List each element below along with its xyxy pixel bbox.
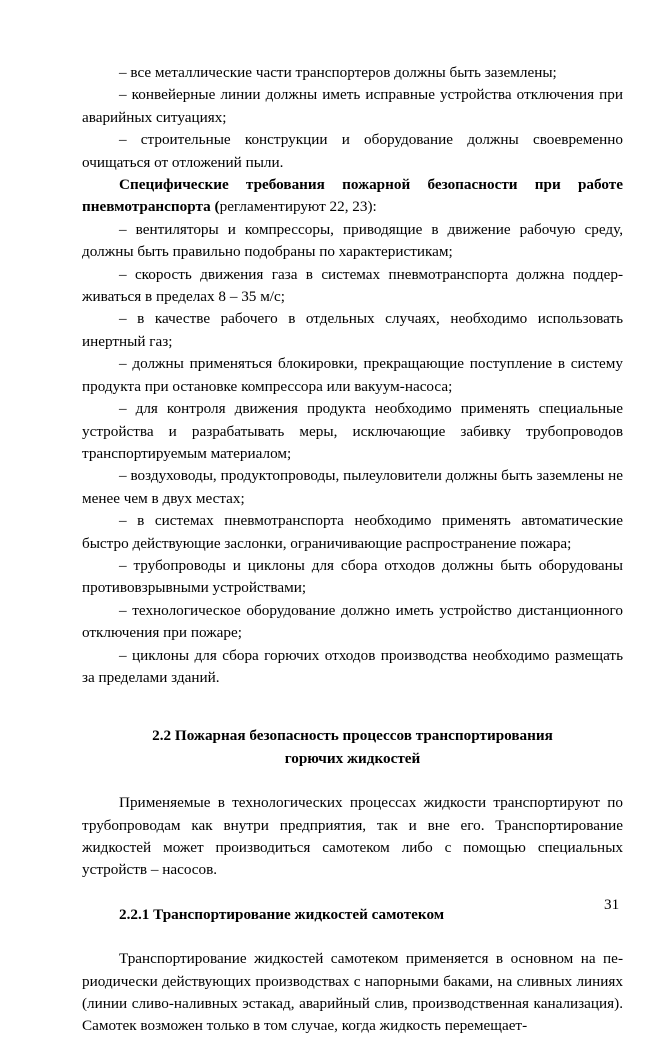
pneumo-heading-bold: Специфические требования пожарной безопасности при работе пневмотранспорта ( bbox=[82, 176, 623, 216]
bullet-item: – трубопроводы и циклоны для сбора отходов должны быть оборудованы противовзрывными устройствами; bbox=[82, 556, 623, 597]
bullet-item: – конвейерные линии должны иметь исправные устройства отключения при аварийных ситуациях; bbox=[82, 86, 623, 126]
bullet-item: – в системах пневмотранспорта необходимо применять автоматические быстро действующие заслонки, ограничивающие распространение пожара; bbox=[82, 512, 623, 552]
bullet-item: – технологическое оборудование должно иметь устройство дистанционного отключения при пожаре; bbox=[82, 601, 623, 642]
subsection-paragraph: Транспортирование жидкостей самотеком применяется в основном на периодически действующих производствах с напорными баками, на сливных линиях (линии сливо-наливных эстакад, аварийный слив, производственная канализация). Самотек возможен только в том случае, когда жидкость перемещает- bbox=[82, 950, 623, 1035]
bullet-item: – в качестве рабочего в отдельных случаях, необходимо использовать инертный газ; bbox=[82, 310, 623, 350]
section-heading-line-1: 2.2 Пожарная безопасность процессов транспортирования bbox=[152, 727, 553, 745]
document-page bbox=[82, 62, 623, 1038]
bullet-item: – все металлические части транспортеров должны быть заземлены; bbox=[119, 64, 557, 81]
bullet-item: – циклоны для сбора горючих отходов производства необходимо размещать за пределами зданий. bbox=[82, 646, 623, 686]
bullet-item: – должны применяться блокировки, прекращающие поступление в систему продукта при остановке компрессора или вакуум-насоса; bbox=[82, 355, 623, 395]
section-heading-line-2: горючих жидкостей bbox=[284, 749, 421, 767]
section-heading bbox=[82, 725, 623, 770]
bullet-item: – строительные конструкции и оборудование должны своевременно очищаться от отложений пыли. bbox=[82, 131, 623, 171]
bullet-item: – воздуховоды, продуктопроводы, пылеуловители должны быть заземлены не менее чем в двух местах; bbox=[82, 467, 623, 507]
pneumo-heading-normal: регламентируют 22, 23): bbox=[219, 198, 377, 216]
pneumo-requirements-heading bbox=[82, 174, 623, 219]
section-intro-paragraph: Применяемые в технологических процессах жидкости транспортируют по трубопроводам как внутри предприятия, так и вне его. Транспортирование жидкостей может производиться самотеком либо с помощью специальных устройств – насосов. bbox=[82, 794, 623, 879]
subsection-heading: 2.2.1 Транспортирование жидкостей самотеком bbox=[119, 905, 445, 923]
page-number: 31 bbox=[604, 896, 620, 913]
bullet-item: – вентиляторы и компрессоры, приводящие в движение рабочую среду, должны быть правильно подобраны по характеристикам; bbox=[82, 220, 623, 261]
bullet-item: – для контроля движения продукта необходимо применять специальные устройства и разрабатывать меры, исключающие забивку трубопроводов транспортируемым материалом; bbox=[82, 400, 623, 462]
bullet-item: – скорость движения газа в системах пневмотранспорта должна поддерживаться в пределах 8 – 35 м/с; bbox=[82, 265, 623, 306]
